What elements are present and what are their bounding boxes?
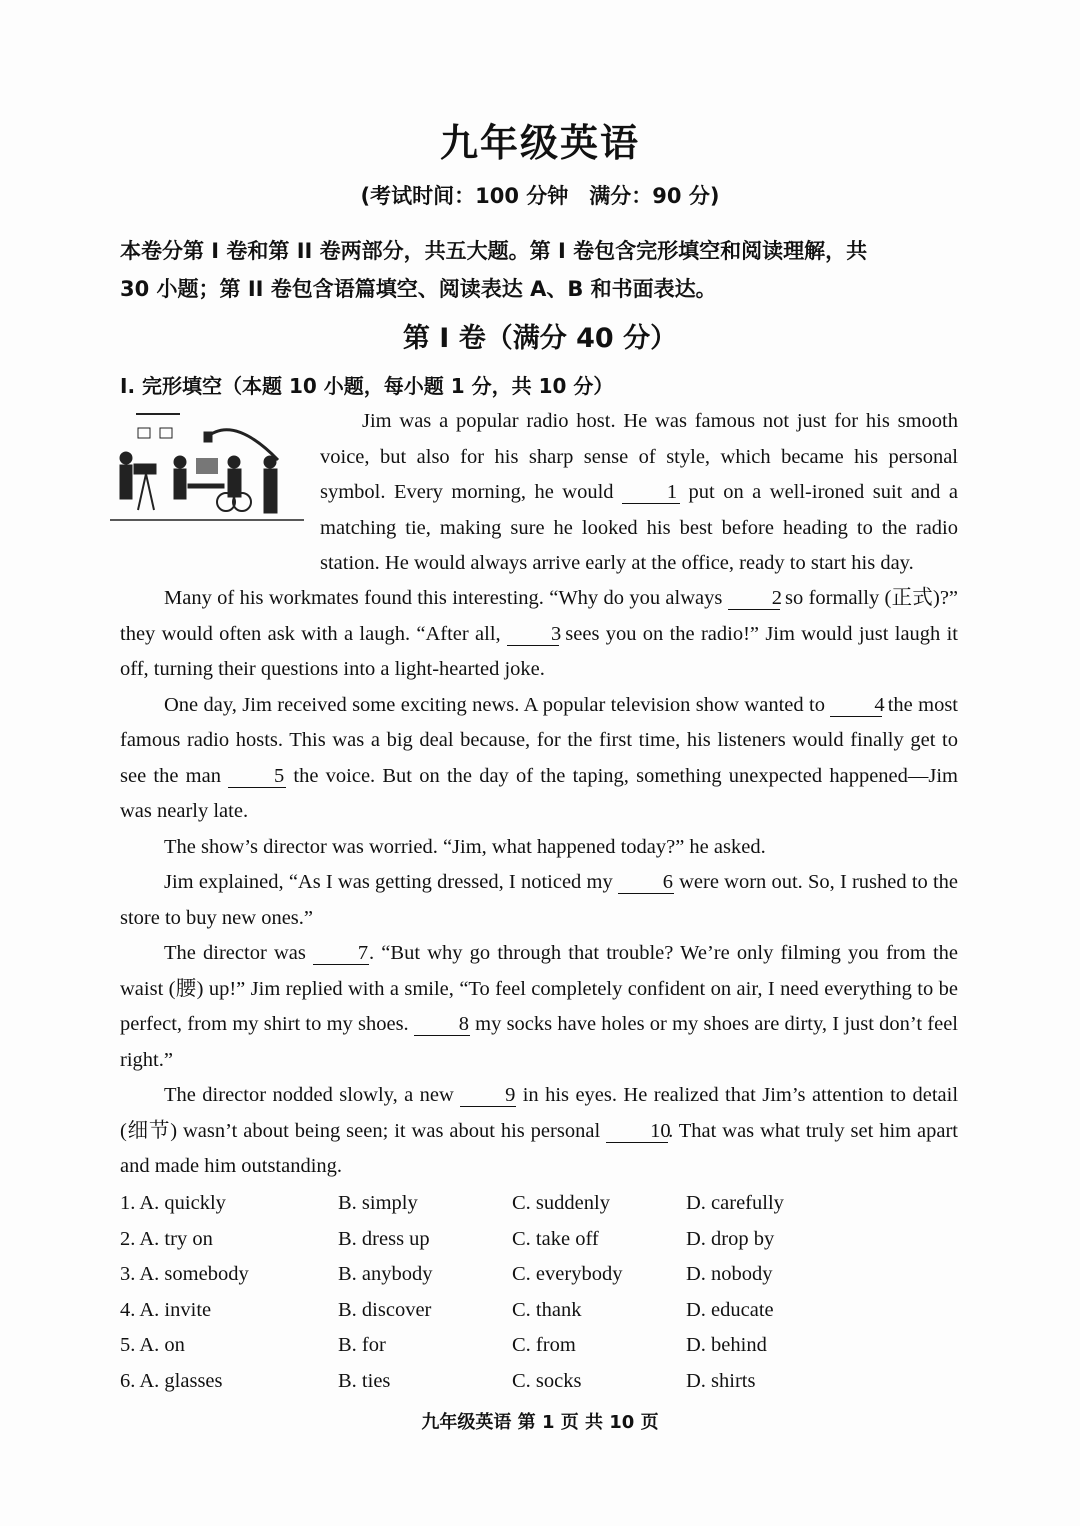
passage-text: Jim was a popular radio host. He was famous not just for his smooth voice, but also for his sharp sense of style, which became his personal symbol. Every morning, he would [320, 410, 958, 503]
page-footer: 九年级英语 第 1 页 共 10 页 [421, 1412, 659, 1433]
exam-info: (考试时间：100 分钟 满分：90 分) [360, 184, 720, 208]
passage-text: so formally (正式)?” they would often ask with a laugh. “After all, [120, 587, 959, 645]
passage-text: the voice. But on the day of the taping, something unexpected happened—Jim was nearly late. [120, 764, 959, 822]
passage-text: One day, Jim received some exciting news. A popular television show wanted to [164, 693, 825, 716]
options-list [120, 1186, 840, 1399]
option-a[interactable]: 5. A. on [120, 1334, 185, 1356]
option-c[interactable]: C. from [512, 1334, 576, 1356]
blank-8[interactable]: 8 [414, 1013, 470, 1036]
passage-text: . That was what truly set him apart and made him outstanding. [120, 1119, 958, 1177]
option-b[interactable]: B. simply [338, 1192, 418, 1214]
intro-line-1: 本卷分第 I 卷和第 II 卷两部分，共五大题。第 I 卷包含完形填空和阅读理解，共 [120, 239, 868, 263]
option-c[interactable]: C. take off [512, 1227, 599, 1250]
option-a[interactable]: 2. A. try on [120, 1227, 213, 1250]
blank-2[interactable]: 2 [728, 587, 780, 610]
passage-text: the most famous radio hosts. This was a big deal because, for the first time, his listeners would finally get to see the man [120, 693, 958, 787]
film-crew-illustration-icon [108, 410, 308, 525]
option-c[interactable]: C. suddenly [512, 1192, 610, 1214]
passage-text: were worn out. So, I rushed to the store to buy new ones.” [120, 871, 959, 929]
option-d[interactable]: D. carefully [686, 1192, 784, 1214]
option-d[interactable]: D. shirts [686, 1369, 756, 1392]
option-row [120, 1364, 840, 1400]
option-row [120, 1293, 840, 1329]
intro-line-2: 30 小题；第 II 卷包含语篇填空、阅读表达 A、B 和书面表达。 [120, 277, 717, 301]
passage-text: put on a well-ironed suit and a matching tie, making sure he looked his best before heading to the radio station. He would always arrive early at the office, ready to start his day. [320, 481, 959, 574]
option-row [120, 1222, 840, 1258]
option-a[interactable]: 3. A. somebody [120, 1263, 249, 1285]
passage-text: The show’s director was worried. “Jim, what happened today?” he asked. [164, 835, 766, 858]
option-row [120, 1328, 840, 1364]
passage-para-1-top [320, 404, 958, 582]
option-b[interactable]: B. dress up [338, 1227, 430, 1250]
passage-text: The director was [164, 942, 306, 964]
passage-text: Jim explained, “As I was getting dressed, I noticed my [164, 871, 613, 893]
passage-text: The director nodded slowly, a new [164, 1084, 454, 1106]
page-title: 九年级英语 [439, 121, 640, 165]
blank-5[interactable]: 5 [228, 765, 286, 788]
option-a[interactable]: 1. A. quickly [120, 1192, 226, 1214]
passage-text: . “But why go through that trouble? We’re only filming you from the waist (腰) up!” Jim replied with a smile, “To feel completely confident on air, I need everything to be perfect, from my shirt to my shoes. [120, 942, 959, 1035]
option-a[interactable]: 4. A. invite [120, 1298, 212, 1321]
blank-4[interactable]: 4 [830, 694, 882, 717]
option-c[interactable]: C. socks [512, 1369, 582, 1392]
option-d[interactable]: D. educate [686, 1298, 774, 1321]
blank-7[interactable]: 7 [313, 942, 369, 965]
passage-text: sees you on the radio!” Jim would just laugh it off, turning their questions into a light-hearted joke. [120, 622, 958, 680]
passage-text: Many of his workmates found this interesting. “Why do you always [164, 587, 723, 609]
option-b[interactable]: B. discover [338, 1298, 432, 1321]
option-b[interactable]: B. anybody [338, 1263, 433, 1285]
option-d[interactable]: D. behind [686, 1334, 767, 1356]
section-title: I. 完形填空（本题 10 小题，每小题 1 分，共 10 分） [120, 374, 614, 398]
passage-text: in his eyes. He realized that Jim’s attention to detail (细节) wasn’t about being seen; it was about his personal [120, 1084, 959, 1142]
option-a[interactable]: 6. A. glasses [120, 1369, 223, 1392]
option-row [120, 1186, 840, 1222]
blank-10[interactable]: 10 [606, 1120, 668, 1143]
option-c[interactable]: C. thank [512, 1298, 582, 1321]
passage-text: my socks have holes or my shoes are dirty, I just don’t feel right.” [120, 1013, 959, 1071]
option-c[interactable]: C. everybody [512, 1263, 623, 1285]
option-d[interactable]: D. nobody [686, 1263, 773, 1285]
blank-3[interactable]: 3 [507, 623, 559, 646]
blank-9[interactable]: 9 [460, 1084, 516, 1107]
blank-6[interactable]: 6 [618, 871, 674, 894]
blank-1[interactable]: 1 [622, 481, 680, 504]
option-b[interactable]: B. ties [338, 1369, 391, 1392]
passage-body [120, 581, 958, 1185]
option-b[interactable]: B. for [338, 1334, 386, 1356]
option-row [120, 1257, 840, 1293]
option-d[interactable]: D. drop by [686, 1227, 775, 1250]
volume-title: 第 I 卷（满分 40 分） [402, 323, 678, 354]
